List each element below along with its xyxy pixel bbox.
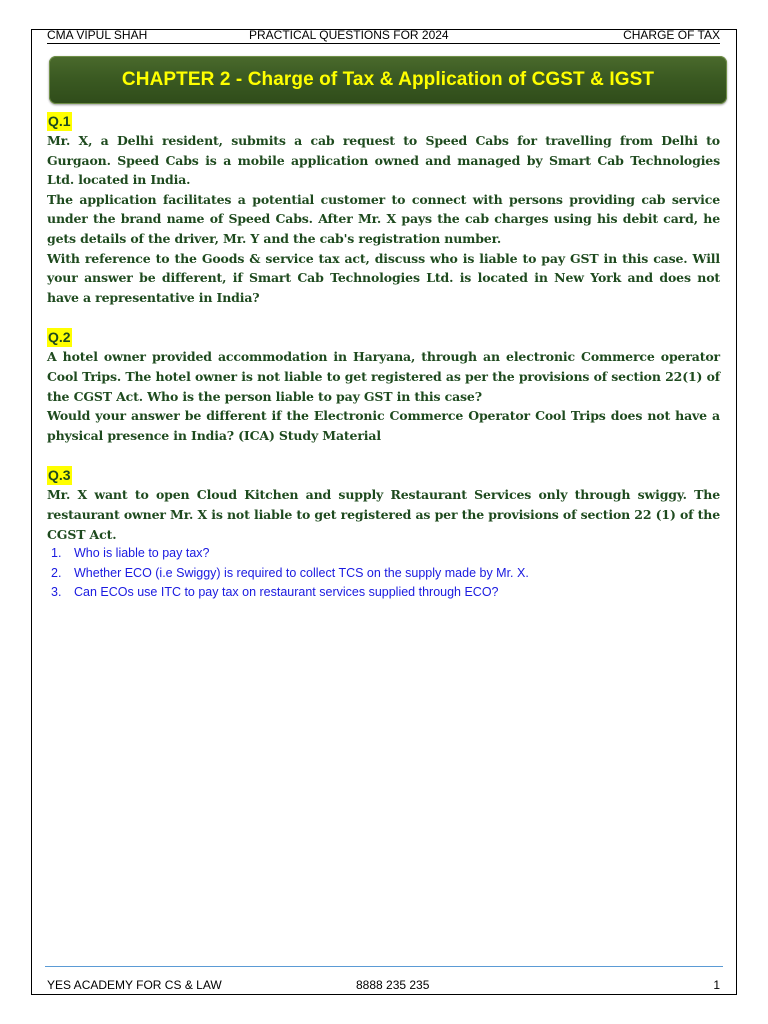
- question-paragraph: Mr. X want to open Cloud Kitchen and supply Restaurant Services only through swiggy. The restaurant owner Mr. X is not liable to get registered as per the provisions of section 22 (1) of the CGST Act.: [47, 487, 720, 542]
- question-paragraph: With reference to the Goods & service tax act, discuss who is liable to pay GST in this case. Will your answer be different, if Smart Cab Technologies Ltd. is located in New York and does not have a representative in India?: [47, 250, 720, 305]
- question-paragraph: Mr. X, a Delhi resident, submits a cab request to Speed Cabs for travelling from Delhi to Gurgaon. Speed Cabs is a mobile application owned and managed by Smart Cab Technologies Ltd. located in India.: [47, 133, 720, 188]
- question-1: [47, 111, 720, 307]
- page-footer: [47, 978, 720, 994]
- spacer: [47, 445, 720, 465]
- list-item-number: 2.: [51, 565, 62, 580]
- list-item-number: 1.: [51, 546, 62, 561]
- list-item: [47, 583, 720, 603]
- footer-phone: 8888 235 235: [356, 978, 430, 992]
- spacer: [47, 307, 720, 327]
- chapter-title: CHAPTER 2 - Charge of Tax & Application of CGST & IGST: [121, 69, 655, 90]
- question-paragraph: Would your answer be different if the Electronic Commerce Operator Cool Trips does not have a physical presence in India? (ICA) Study Material: [47, 408, 720, 443]
- header-rule: [47, 43, 720, 44]
- question-2: [47, 327, 720, 445]
- list-item: [47, 564, 720, 584]
- footer-academy: YES ACADEMY FOR CS & LAW: [47, 978, 222, 992]
- question-label: Q.3: [48, 467, 71, 484]
- list-item-text: Can ECOs use ITC to pay tax on restaurant services supplied through ECO?: [74, 585, 499, 600]
- question-label: Q.1: [48, 113, 71, 129]
- list-item-number: 3.: [51, 585, 62, 600]
- question-label: Q.2: [48, 329, 71, 346]
- header-subject: PRACTICAL QUESTIONS FOR 2024: [249, 28, 449, 42]
- question-paragraph: The application facilitates a potential customer to connect with persons providing cab service under the brand name of Speed Cabs. After Mr. X pays the cab charges using his debit card, he gets details of the driver, Mr. Y and the cab's registration number.: [47, 191, 720, 246]
- page-number: 1: [713, 978, 720, 992]
- chapter-banner: [49, 56, 727, 104]
- header-chapter: CHARGE OF TAX: [623, 28, 720, 42]
- list-item-text: Who is liable to pay tax?: [74, 546, 210, 561]
- footer-rule: [45, 966, 723, 967]
- page-header: [47, 28, 720, 44]
- questions-content: [47, 111, 720, 603]
- list-item: [47, 544, 720, 564]
- list-item-text: Whether ECO (i.e Swiggy) is required to collect TCS on the supply made by Mr. X.: [74, 565, 529, 580]
- question-paragraph: A hotel owner provided accommodation in Haryana, through an electronic Commerce operator Cool Trips. The hotel owner is not liable to get registered as per the provisions of section 22(1) of the CGST Act. Who is the person liable to pay GST in this case?: [47, 349, 720, 404]
- question-3: [47, 465, 720, 602]
- header-author: CMA VIPUL SHAH: [47, 28, 148, 42]
- sub-question-list: [47, 544, 720, 603]
